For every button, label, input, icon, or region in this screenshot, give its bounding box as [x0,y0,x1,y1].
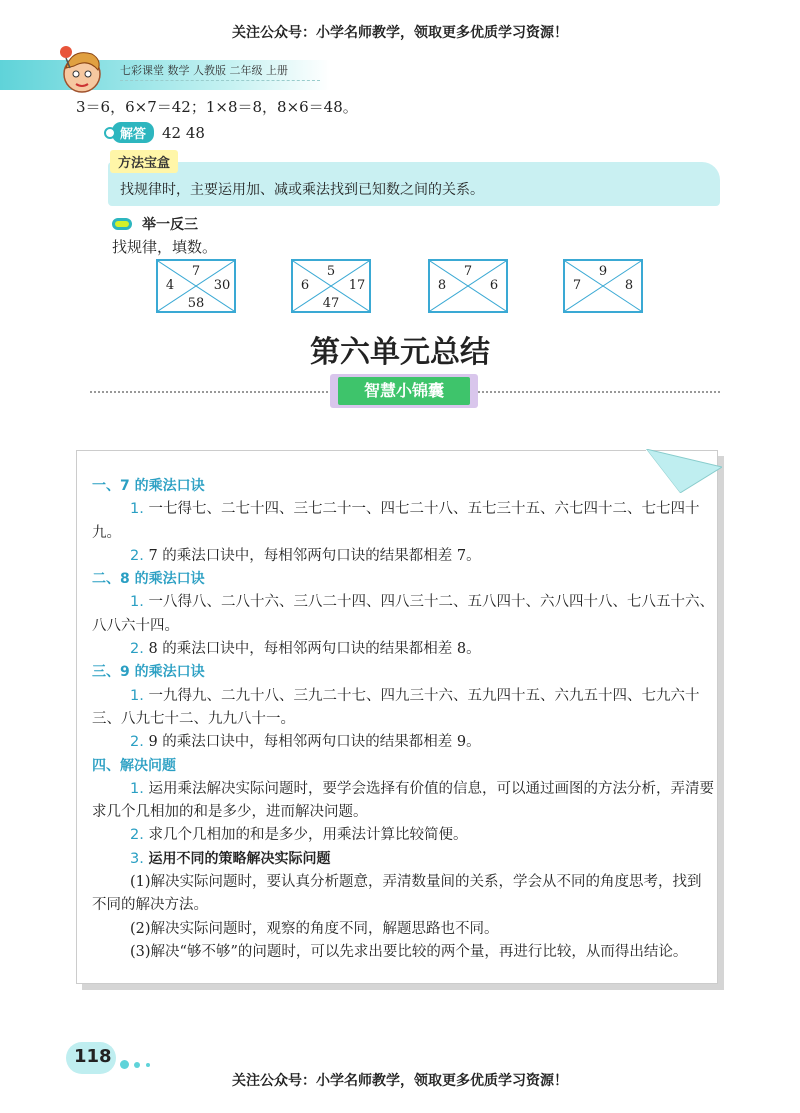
box-right-number: 6 [489,278,499,293]
box-right-number: 17 [348,278,366,293]
practice-icon [112,218,132,230]
top-banner: 关注公众号：小学名师教学，领取更多优质学习资源！ [232,25,568,41]
tips-label-badge [330,374,478,408]
dot-icon [134,1062,140,1068]
page-number: 118 [74,1046,112,1067]
box-left-number: 6 [300,278,310,293]
list-item: (1)解决实际问题时，要认真分析题意，弄清数量间的关系，学会从不同的角度思考，找到不同的解决方法。 [92,874,702,914]
list-item: 1. 一八得八、二八十六、三八二十四、四八三十二、五八四十、六八四十八、七八五十六、八八六十四。 [92,594,714,634]
list-item: (3)解决“够不够”的问题时，可以先求出要比较的两个量，再进行比较，从而得出结论。 [130,943,688,960]
dot-icon [146,1063,150,1067]
dot-icon [120,1060,129,1069]
section-title: 一、7 的乘法口诀 [92,478,205,494]
pattern-box [563,259,643,313]
box-left-number: 4 [165,278,175,293]
book-header: 七彩课堂 数学 人教版 二年级 上册 [120,64,288,77]
box-right-number: 8 [624,278,634,293]
box-top-number: 7 [463,264,473,279]
box-bottom-number: 58 [187,296,205,311]
section-title: 二、8 的乘法口诀 [92,571,205,588]
method-label: 方法宝盒 [110,150,178,173]
answer-dot-icon [104,127,116,139]
box-top-number: 7 [191,264,201,279]
summary-content [92,475,714,964]
box-top-number: 5 [326,264,336,279]
list-item: 3. 运用不同的策略解决实际问题 [130,850,331,867]
answer-row [112,122,205,143]
list-item: 1. 一九得九、二九十八、三九二十七、四九三十六、五九四十五、六九五十四、七九六十三、八九七十二、九九八十一。 [92,687,700,727]
unit-title: 第六单元总结 [310,335,490,370]
box-left-number: 7 [572,278,582,293]
list-item: 1. 一七得七、二七十四、三七二十一、四七二十八、五七三十五、六七四十二、七七四十九。 [92,501,700,541]
mascot-icon [52,40,108,96]
answer-values: 42 48 [162,123,205,142]
box-left-number: 8 [437,278,447,293]
list-item: 2. 8 的乘法口诀中，每相邻两句口诀的结果都相差 8。 [130,641,481,658]
section-title: 三、9 的乘法口诀 [92,664,205,681]
list-item: 2. 9 的乘法口诀中，每相邻两句口诀的结果都相差 9。 [130,734,481,751]
tips-label: 智慧小锦囊 [363,381,444,400]
list-item: 2. 7 的乘法口诀中，每相邻两句口诀的结果都相差 7。 [130,547,481,564]
pattern-box [428,259,508,313]
list-item: 2. 求几个几相加的和是多少，用乘法计算比较简便。 [130,827,468,844]
practice-title: 举一反三 [142,217,198,233]
list-item: 1. 运用乘法解决实际问题时，要学会选择有价值的信息，可以通过画图的方法分析，弄清要求几个几相加的和是多少，进而解决问题。 [92,780,714,821]
header-divider [120,80,320,81]
pattern-box [156,259,236,313]
box-top-number: 9 [598,264,608,279]
box-right-number: 30 [213,278,231,293]
section-title: 四、解决问题 [92,757,176,774]
solution-line: 3＝6，6×7＝42；1×8＝8，8×6＝48。 [76,98,358,116]
pattern-box [291,259,371,313]
practice-instruction: 找规律，填数。 [112,238,218,256]
box-bottom-number: 47 [322,296,340,311]
list-item: (2)解决实际问题时，观察的角度不同，解题思路也不同。 [130,920,499,937]
method-text: 找规律时，主要运用加、减或乘法找到已知数之间的关系。 [120,182,484,198]
answer-badge: 解答 [112,122,154,143]
bottom-banner: 关注公众号：小学名师教学，领取更多优质学习资源！ [232,1073,568,1089]
